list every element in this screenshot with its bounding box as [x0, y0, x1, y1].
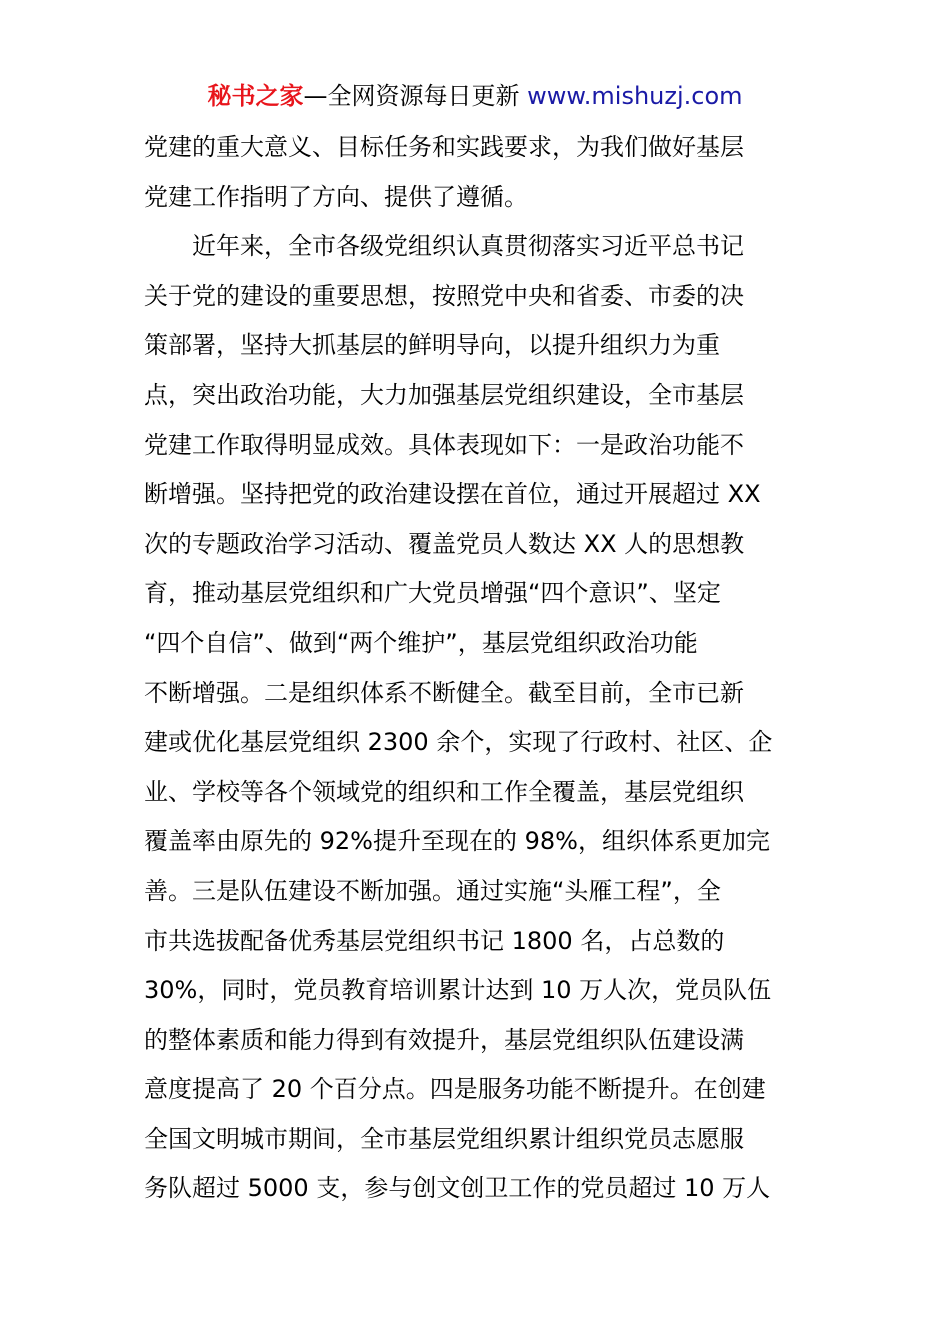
- text-line: 近年来，全市各级党组织认真贯彻落实习近平总书记: [144, 232, 744, 261]
- text-line: 次的专题政治学习活动、覆盖党员人数达 XX 人的思想教: [144, 529, 745, 558]
- text-line: 务队超过 5000 支，参与创文创卫工作的党员超过 10 万人: [144, 1174, 771, 1203]
- text-line: 意度提高了 20 个百分点。四是服务功能不断提升。在创建: [144, 1075, 766, 1104]
- text-line: 市共选拔配备优秀基层党组织书记 1800 名，占总数的: [144, 926, 725, 955]
- text-line: 30%，同时，党员教育培训累计达到 10 万人次，党员队伍: [144, 976, 772, 1005]
- text-line: 全国文明城市期间，全市基层党组织累计组织党员志愿服: [144, 1124, 744, 1153]
- text-line: 党建工作取得明显成效。具体表现如下：一是政治功能不: [144, 430, 744, 459]
- text-line: 不断增强。二是组织体系不断健全。截至目前，全市已新: [144, 678, 744, 707]
- text-line: 点，突出政治功能，大力加强基层党组织建设，全市基层: [144, 380, 744, 409]
- text-line: “四个自信”、做到“两个维护”，基层党组织政治功能: [144, 628, 698, 657]
- text-line: 党建工作指明了方向、提供了遵循。: [144, 182, 528, 211]
- site-url-link[interactable]: www.mishuzj.com: [527, 82, 743, 110]
- site-name: 秘书之家: [207, 82, 304, 110]
- text-line: 的整体素质和能力得到有效提升，基层党组织队伍建设满: [144, 1025, 744, 1054]
- text-line: 策部署，坚持大抓基层的鲜明导向，以提升组织力为重: [144, 331, 720, 360]
- site-header: [0, 80, 950, 112]
- text-line: 断增强。坚持把党的政治建设摆在首位，通过开展超过 XX: [144, 480, 761, 509]
- text-line: 育，推动基层党组织和广大党员增强“四个意识”、坚定: [144, 579, 721, 608]
- site-slogan: —全网资源每日更新: [303, 82, 528, 110]
- text-line: 党建的重大意义、目标任务和实践要求，为我们做好基层: [144, 133, 744, 161]
- text-line: 业、学校等各个领域党的组织和工作全覆盖，基层党组织: [144, 777, 744, 806]
- text-line: 建或优化基层党组织 2300 余个，实现了行政村、社区、企: [144, 728, 773, 757]
- text-line: 覆盖率由原先的 92%提升至现在的 98%，组织体系更加完: [144, 827, 770, 856]
- document-body: [144, 127, 824, 1218]
- text-line: 善。三是队伍建设不断加强。通过实施“头雁工程”，全: [144, 876, 721, 905]
- text-line: 关于党的建设的重要思想，按照党中央和省委、市委的决: [144, 281, 744, 310]
